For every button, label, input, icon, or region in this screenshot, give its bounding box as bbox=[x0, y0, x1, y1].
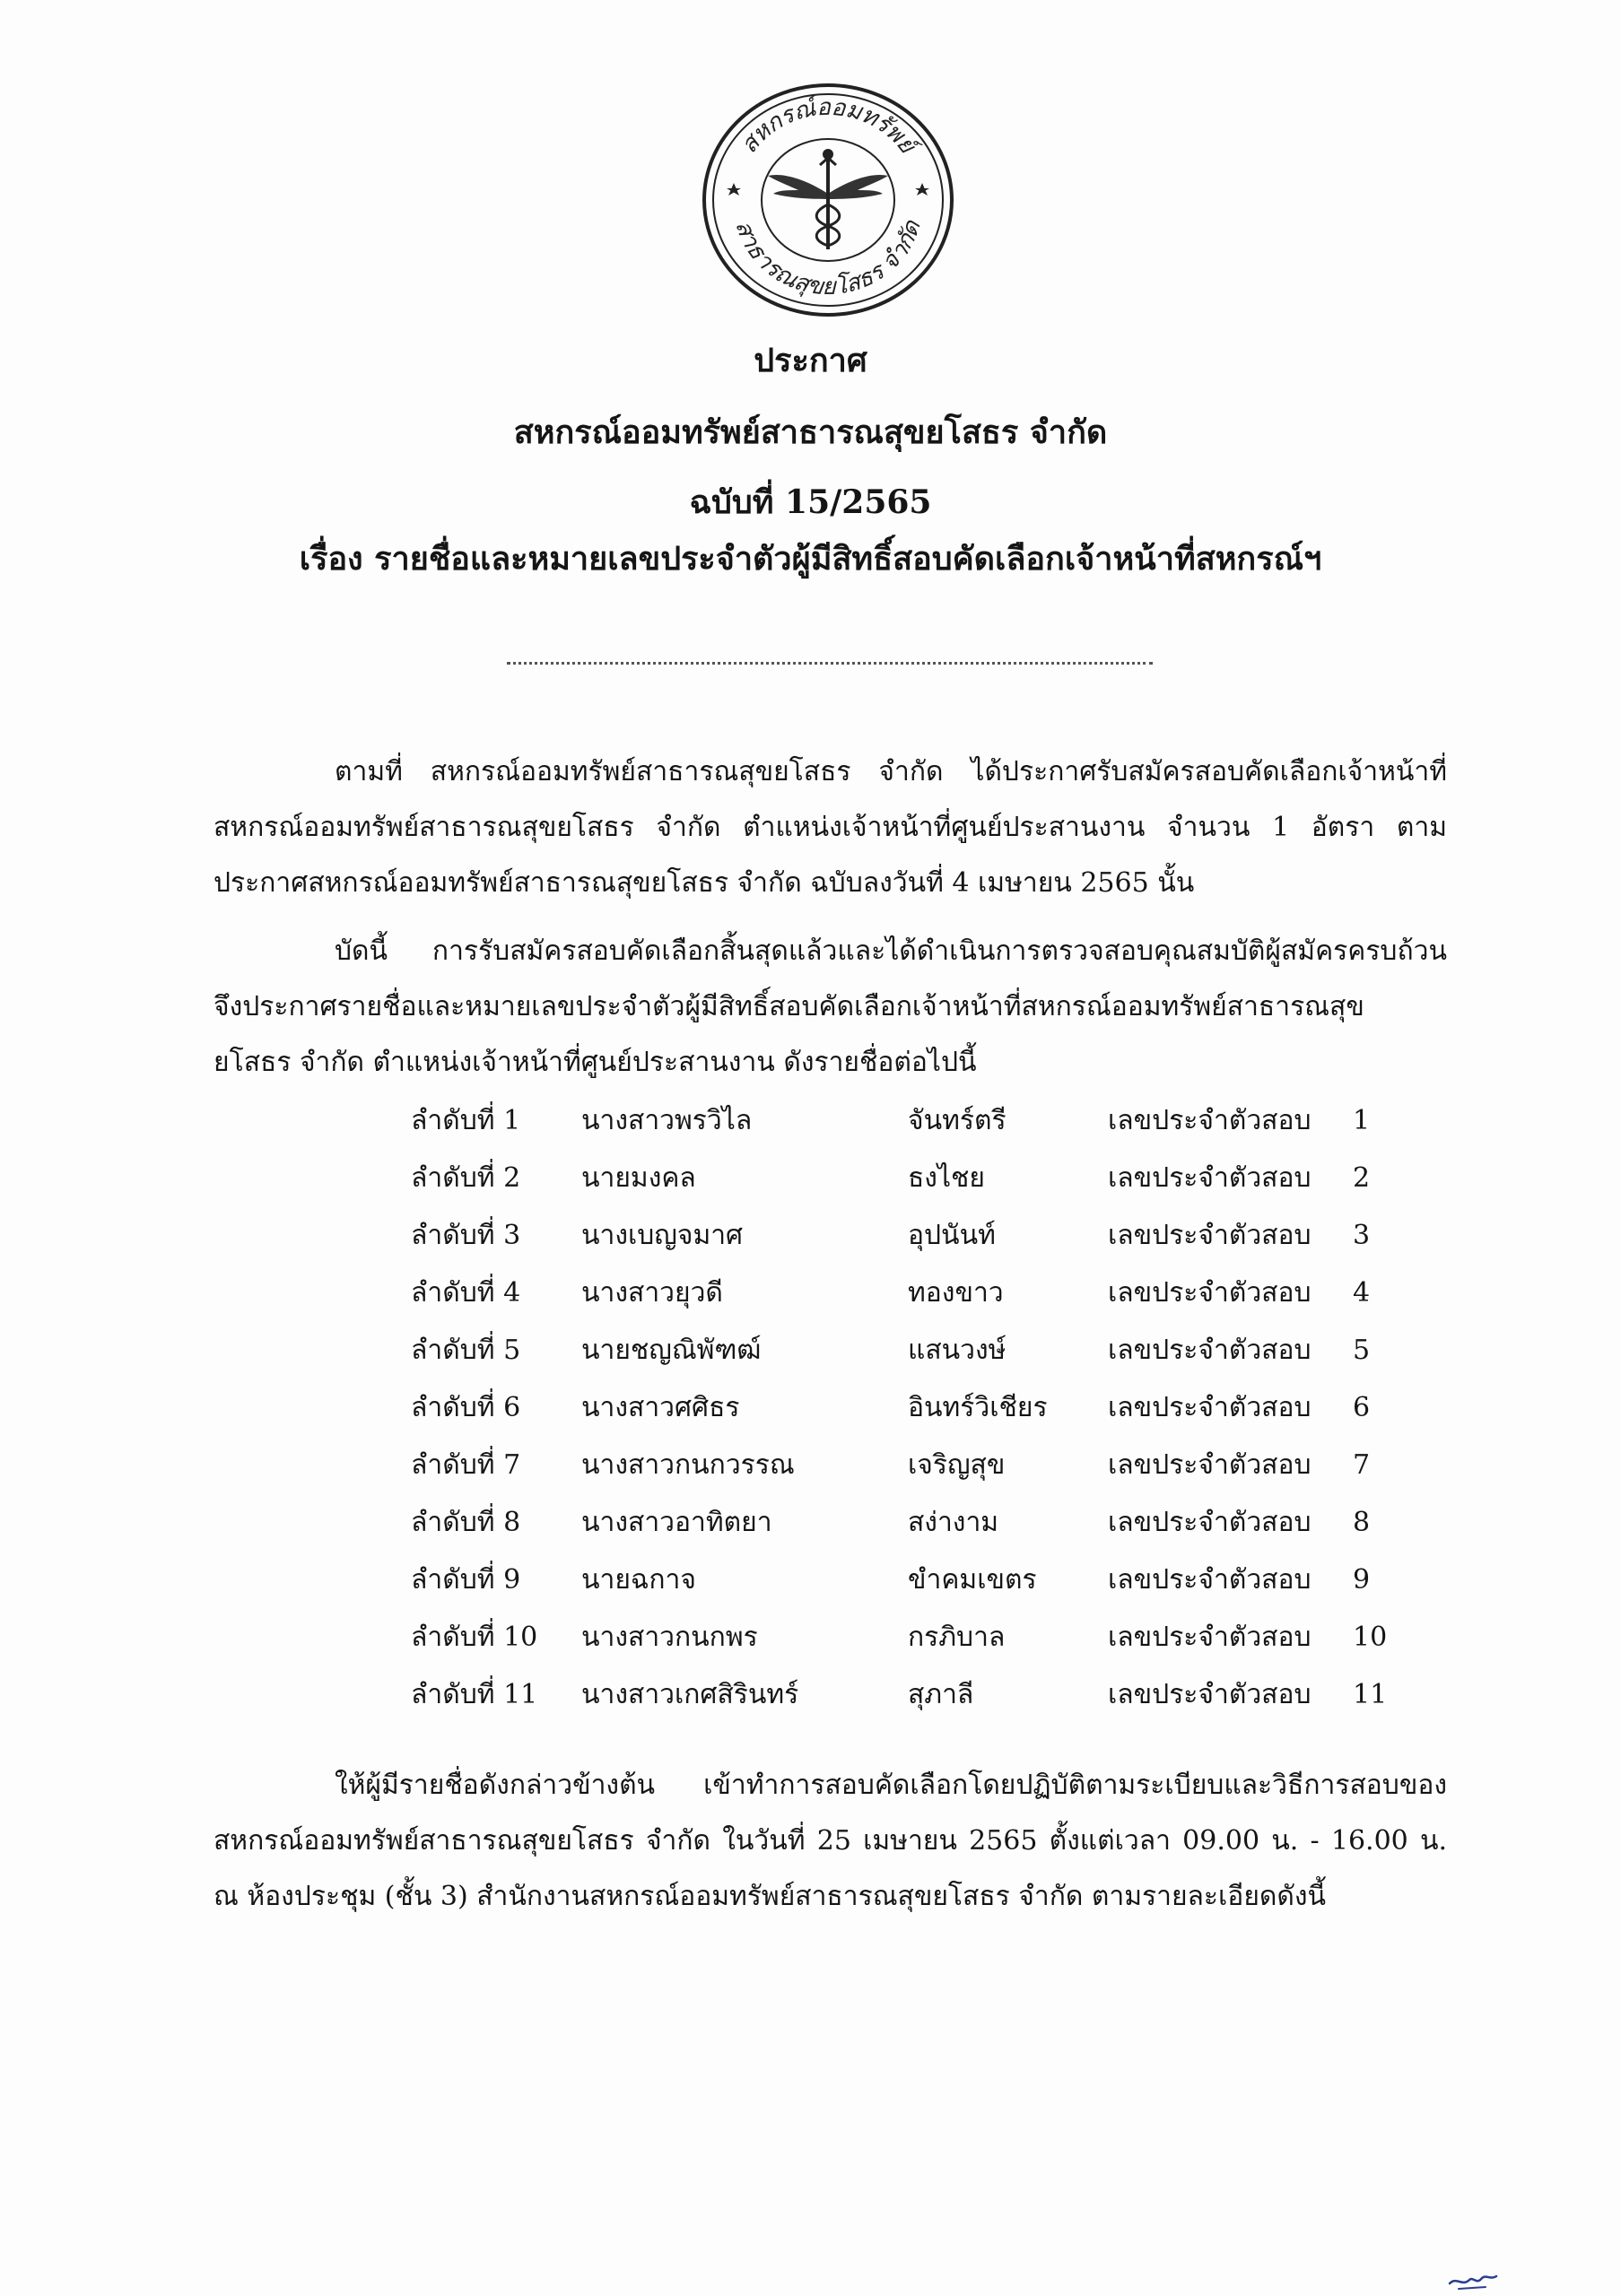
candidate-first-name: นางสาวเกศสิรินทร์ bbox=[581, 1679, 799, 1710]
exam-id-label: เลขประจำตัวสอบ bbox=[1108, 1622, 1312, 1653]
candidate-first-name: นางสาวอาทิตยา bbox=[581, 1507, 772, 1538]
candidate-first-name: นางสาวกนกวรรณ bbox=[581, 1449, 795, 1481]
organization-name: สหกรณ์ออมทรัพย์สาธารณสุขยโสธร จำกัด bbox=[513, 413, 1108, 451]
exam-id-label: เลขประจำตัวสอบ bbox=[1108, 1564, 1312, 1596]
exam-id-number: 5 bbox=[1353, 1335, 1371, 1366]
announcement-subject: เรื่อง รายชื่อและหมายเลขประจำตัวผู้มีสิทธิ์สอบคัดเลือกเจ้าหน้าที่สหกรณ์ฯ bbox=[299, 540, 1322, 578]
candidate-last-name: แสนวงษ์ bbox=[908, 1335, 1007, 1366]
candidate-first-name: นายมงคล bbox=[581, 1162, 696, 1194]
exam-id-number: 8 bbox=[1353, 1507, 1371, 1538]
paragraph-announcement bbox=[214, 924, 1447, 1091]
paragraph-line: สหกรณ์ออมทรัพย์สาธารณสุขยโสธร จำกัด ในวันที่ 25 เมษายน 2565 ตั้งแต่เวลา 09.00 น. - 16.00 น. bbox=[214, 1825, 1447, 1857]
candidate-last-name: ทองขาว bbox=[908, 1277, 1004, 1309]
candidate-order: ลำดับที่ 11 bbox=[411, 1679, 538, 1710]
candidate-last-name: อุปนันท์ bbox=[908, 1220, 996, 1251]
candidate-first-name: นายชญณิพัฑฒ์ bbox=[581, 1335, 762, 1366]
paragraph-line: ให้ผู้มีรายชื่อดังกล่าวข้างต้น เข้าทำการสอบคัดเลือกโดยปฏิบัติตามระเบียบและวิธีการสอบของ bbox=[335, 1770, 1447, 1801]
exam-id-number: 2 bbox=[1353, 1162, 1371, 1194]
candidate-first-name: นางเบญจมาศ bbox=[581, 1220, 744, 1251]
exam-id-label: เลขประจำตัวสอบ bbox=[1108, 1679, 1312, 1710]
exam-id-number: 1 bbox=[1353, 1105, 1371, 1136]
paragraph-line: บัดนี้ การรับสมัครสอบคัดเลือกสิ้นสุดแล้วและได้ดำเนินการตรวจสอบคุณสมบัติผู้สมัครครบถ้วน bbox=[335, 935, 1447, 967]
dotted-divider bbox=[507, 662, 1153, 665]
candidate-order: ลำดับที่ 2 bbox=[411, 1162, 521, 1194]
exam-id-number: 3 bbox=[1353, 1220, 1371, 1251]
candidate-order: ลำดับที่ 10 bbox=[411, 1622, 538, 1653]
winged-caduceus-icon bbox=[698, 79, 958, 321]
exam-id-number: 7 bbox=[1353, 1449, 1371, 1481]
paragraph-line: ตามที่ สหกรณ์ออมทรัพย์สาธารณสุขยโสธร จำกัด ได้ประกาศรับสมัครสอบคัดเลือกเจ้าหน้าที่ bbox=[335, 756, 1447, 787]
exam-id-number: 9 bbox=[1353, 1564, 1371, 1596]
candidate-order: ลำดับที่ 7 bbox=[411, 1449, 521, 1481]
seal-bottom-text: สาธารณสุขยโสธร จำกัด bbox=[729, 217, 927, 301]
announcement-number: ฉบับที่ 15/2565 bbox=[689, 483, 932, 521]
candidate-order: ลำดับที่ 9 bbox=[411, 1564, 521, 1596]
candidate-row bbox=[0, 1552, 1621, 1609]
exam-id-label: เลขประจำตัวสอบ bbox=[1108, 1507, 1312, 1538]
candidate-row bbox=[0, 1379, 1621, 1437]
exam-id-number: 4 bbox=[1353, 1277, 1371, 1309]
candidate-row bbox=[0, 1092, 1621, 1150]
candidate-row bbox=[0, 1207, 1621, 1265]
paragraph-line: จึงประกาศรายชื่อและหมายเลขประจำตัวผู้มีสิทธิ์สอบคัดเลือกเจ้าหน้าที่สหกรณ์ออมทรัพย์สาธารณสุข bbox=[214, 991, 1364, 1022]
exam-id-label: เลขประจำตัวสอบ bbox=[1108, 1277, 1312, 1309]
candidate-first-name: นางสาวพรวิไล bbox=[581, 1105, 753, 1136]
exam-id-label: เลขประจำตัวสอบ bbox=[1108, 1392, 1312, 1423]
candidate-first-name: นางสาวศศิธร bbox=[581, 1392, 740, 1423]
cooperative-seal bbox=[698, 79, 958, 321]
candidate-order: ลำดับที่ 5 bbox=[411, 1335, 521, 1366]
candidate-last-name: อินทร์วิเชียร bbox=[908, 1392, 1048, 1423]
announcement-title: ประกาศ bbox=[754, 342, 867, 379]
candidate-row bbox=[0, 1322, 1621, 1379]
candidate-last-name: เจริญสุข bbox=[908, 1449, 1006, 1481]
paragraph-line: ยโสธร จำกัด ตำแหน่งเจ้าหน้าที่ศูนย์ประสานงาน ดังรายชื่อต่อไปนี้ bbox=[214, 1047, 977, 1078]
paragraph-line: ณ ห้องประชุม (ชั้น 3) สำนักงานสหกรณ์ออมทรัพย์สาธารณสุขยโสธร จำกัด ตามรายละเอียดดังนี้ bbox=[214, 1881, 1327, 1912]
candidate-row bbox=[0, 1437, 1621, 1494]
candidate-last-name: ขำคมเขตร bbox=[908, 1564, 1037, 1596]
seal-top-text: สหกรณ์ออมทรัพย์ bbox=[736, 93, 920, 159]
candidate-order: ลำดับที่ 3 bbox=[411, 1220, 521, 1251]
exam-id-number: 10 bbox=[1353, 1622, 1388, 1653]
exam-id-number: 6 bbox=[1353, 1392, 1371, 1423]
candidate-row bbox=[0, 1150, 1621, 1207]
candidate-last-name: สุภาลี bbox=[908, 1679, 974, 1710]
candidate-order: ลำดับที่ 1 bbox=[411, 1105, 521, 1136]
candidate-row bbox=[0, 1494, 1621, 1552]
candidate-order: ลำดับที่ 4 bbox=[411, 1277, 521, 1309]
candidate-list bbox=[0, 1092, 1621, 1724]
candidate-first-name: นางสาวยุวดี bbox=[581, 1277, 723, 1309]
paragraph-background bbox=[214, 744, 1447, 911]
candidate-row bbox=[0, 1265, 1621, 1322]
paragraph-line: ประกาศสหกรณ์ออมทรัพย์สาธารณสุขยโสธร จำกัด ฉบับลงวันที่ 4 เมษายน 2565 นั้น bbox=[214, 867, 1195, 899]
candidate-first-name: นางสาวกนกพร bbox=[581, 1622, 758, 1653]
candidate-last-name: จันทร์ตรี bbox=[908, 1105, 1007, 1136]
paragraph-line: สหกรณ์ออมทรัพย์สาธารณสุขยโสธร จำกัด ตำแหน่งเจ้าหน้าที่ศูนย์ประสานงาน จำนวน 1 อัตรา ตาม bbox=[214, 812, 1447, 843]
exam-id-label: เลขประจำตัวสอบ bbox=[1108, 1162, 1312, 1194]
exam-id-label: เลขประจำตัวสอบ bbox=[1108, 1105, 1312, 1136]
paragraph-exam-details bbox=[214, 1758, 1447, 1925]
candidate-last-name: กรภิบาล bbox=[908, 1622, 1006, 1653]
exam-id-label: เลขประจำตัวสอบ bbox=[1108, 1449, 1312, 1481]
exam-id-number: 11 bbox=[1353, 1679, 1388, 1710]
candidate-first-name: นายฉกาจ bbox=[581, 1564, 696, 1596]
candidate-last-name: ธงไชย bbox=[908, 1162, 985, 1194]
exam-id-label: เลขประจำตัวสอบ bbox=[1108, 1220, 1312, 1251]
handwritten-initials-icon bbox=[1446, 2267, 1500, 2292]
candidate-last-name: สง่างาม bbox=[908, 1507, 999, 1538]
candidate-row bbox=[0, 1666, 1621, 1724]
candidate-order: ลำดับที่ 6 bbox=[411, 1392, 521, 1423]
candidate-row bbox=[0, 1609, 1621, 1666]
candidate-order: ลำดับที่ 8 bbox=[411, 1507, 521, 1538]
exam-id-label: เลขประจำตัวสอบ bbox=[1108, 1335, 1312, 1366]
